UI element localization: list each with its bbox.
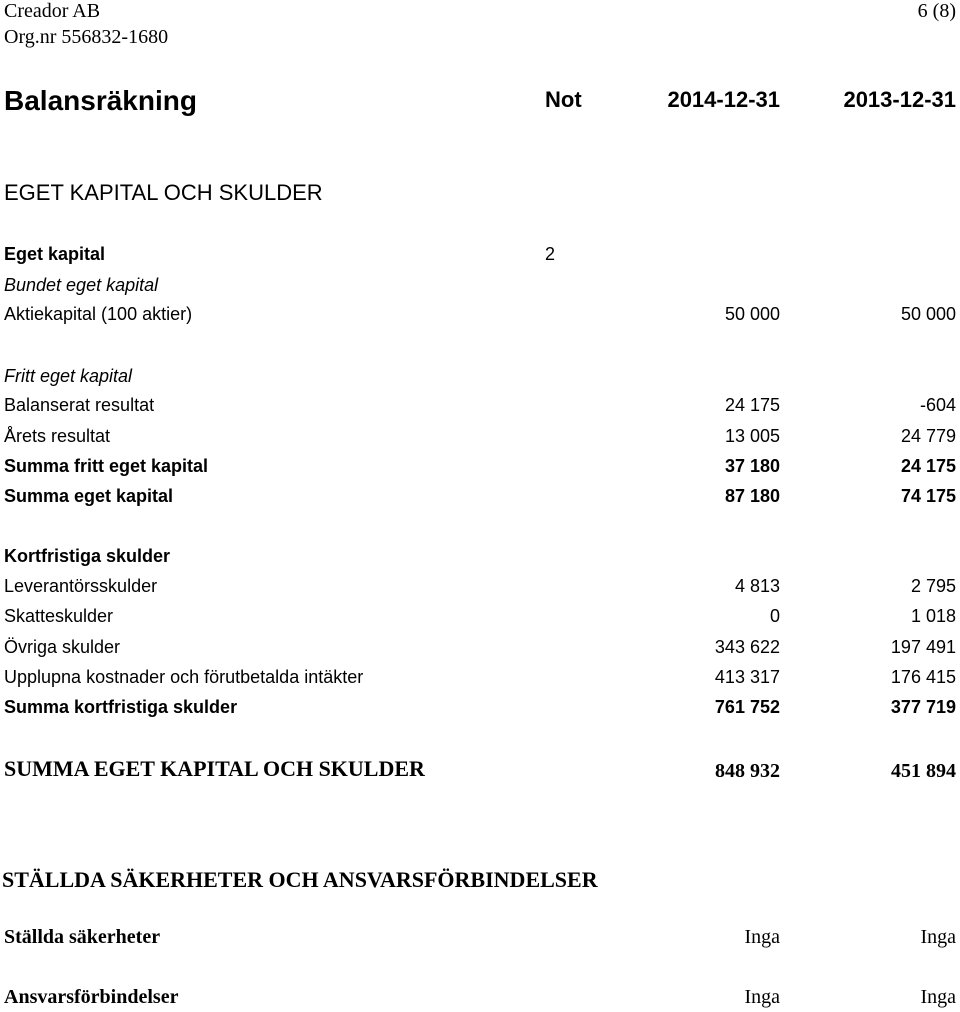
total-label: SUMMA EGET KAPITAL OCH SKULDER	[4, 756, 425, 781]
unrestricted-equity-heading: Fritt eget kapital	[4, 366, 133, 386]
row-value-summa-fritt-2013: 24 175	[900, 456, 956, 476]
col-header-2014: 2014-12-31	[667, 87, 780, 112]
row-label-upplupna: Upplupna kostnader och förutbetalda intäkter	[4, 667, 364, 687]
row-value-stallda-sakerheter-2014: Inga	[744, 926, 780, 948]
row-value-balanserat-2014: 24 175	[724, 395, 780, 415]
row-value-summa-kortfristiga-2013: 377 719	[890, 697, 956, 717]
row-label-summa-fritt: Summa fritt eget kapital	[4, 456, 209, 476]
row-label-skatteskulder: Skatteskulder	[4, 606, 114, 626]
row-value-ovriga-skulder-2013: 197 491	[890, 637, 956, 657]
section-heading-equity-liabilities: EGET KAPITAL OCH SKULDER	[4, 180, 323, 205]
row-value-balanserat-2013: -604	[919, 395, 956, 415]
row-value-leverantorsskulder-2014: 4 813	[734, 576, 780, 596]
page-number: 6 (8)	[917, 0, 956, 22]
restricted-equity-heading: Bundet eget kapital	[4, 275, 159, 295]
row-label-ovriga-skulder: Övriga skulder	[4, 637, 121, 657]
row-value-upplupna-2014: 413 317	[714, 667, 780, 687]
row-label-summa-eget: Summa eget kapital	[4, 486, 174, 506]
row-label-balanserat: Balanserat resultat	[4, 395, 155, 415]
equity-note: 2	[545, 244, 556, 264]
total-value-2013: 451 894	[891, 760, 956, 782]
row-label-aktiekapital: Aktiekapital (100 aktier)	[4, 304, 193, 324]
row-value-summa-eget-2013: 74 175	[900, 486, 956, 506]
row-value-ovriga-skulder-2014: 343 622	[714, 637, 780, 657]
page-title: Balansräkning	[4, 85, 197, 116]
row-value-leverantorsskulder-2013: 2 795	[910, 576, 956, 596]
equity-heading: Eget kapital	[4, 244, 106, 264]
row-label-stallda-sakerheter: Ställda säkerheter	[4, 926, 161, 948]
row-label-ansvarsforbindelser: Ansvarsförbindelser	[4, 986, 179, 1008]
org-number: Org.nr 556832-1680	[4, 26, 169, 48]
row-label-summa-kortfristiga: Summa kortfristiga skulder	[4, 697, 238, 717]
row-value-stallda-sakerheter-2013: Inga	[920, 926, 956, 948]
short-term-heading: Kortfristiga skulder	[4, 546, 171, 566]
row-value-skatteskulder-2013: 1 018	[910, 606, 956, 626]
row-value-skatteskulder-2014: 0	[769, 606, 780, 626]
company-name: Creador AB	[4, 0, 101, 22]
row-value-arets-resultat-2013: 24 779	[900, 426, 956, 446]
row-value-upplupna-2013: 176 415	[890, 667, 956, 687]
row-value-ansvarsforbindelser-2014: Inga	[744, 986, 780, 1008]
row-value-arets-resultat-2014: 13 005	[724, 426, 780, 446]
row-label-leverantorsskulder: Leverantörsskulder	[4, 576, 158, 596]
row-value-summa-kortfristiga-2014: 761 752	[714, 697, 780, 717]
row-value-summa-eget-2014: 87 180	[724, 486, 780, 506]
row-value-aktiekapital-2014: 50 000	[724, 304, 780, 324]
row-label-arets-resultat: Årets resultat	[4, 426, 111, 446]
row-value-summa-fritt-2014: 37 180	[724, 456, 780, 476]
col-header-2013: 2013-12-31	[843, 87, 956, 112]
row-value-aktiekapital-2013: 50 000	[900, 304, 956, 324]
pledges-heading: STÄLLDA SÄKERHETER OCH ANSVARSFÖRBINDELSER	[2, 867, 598, 892]
row-value-ansvarsforbindelser-2013: Inga	[920, 986, 956, 1008]
col-header-note: Not	[545, 87, 582, 112]
total-value-2014: 848 932	[715, 760, 780, 782]
